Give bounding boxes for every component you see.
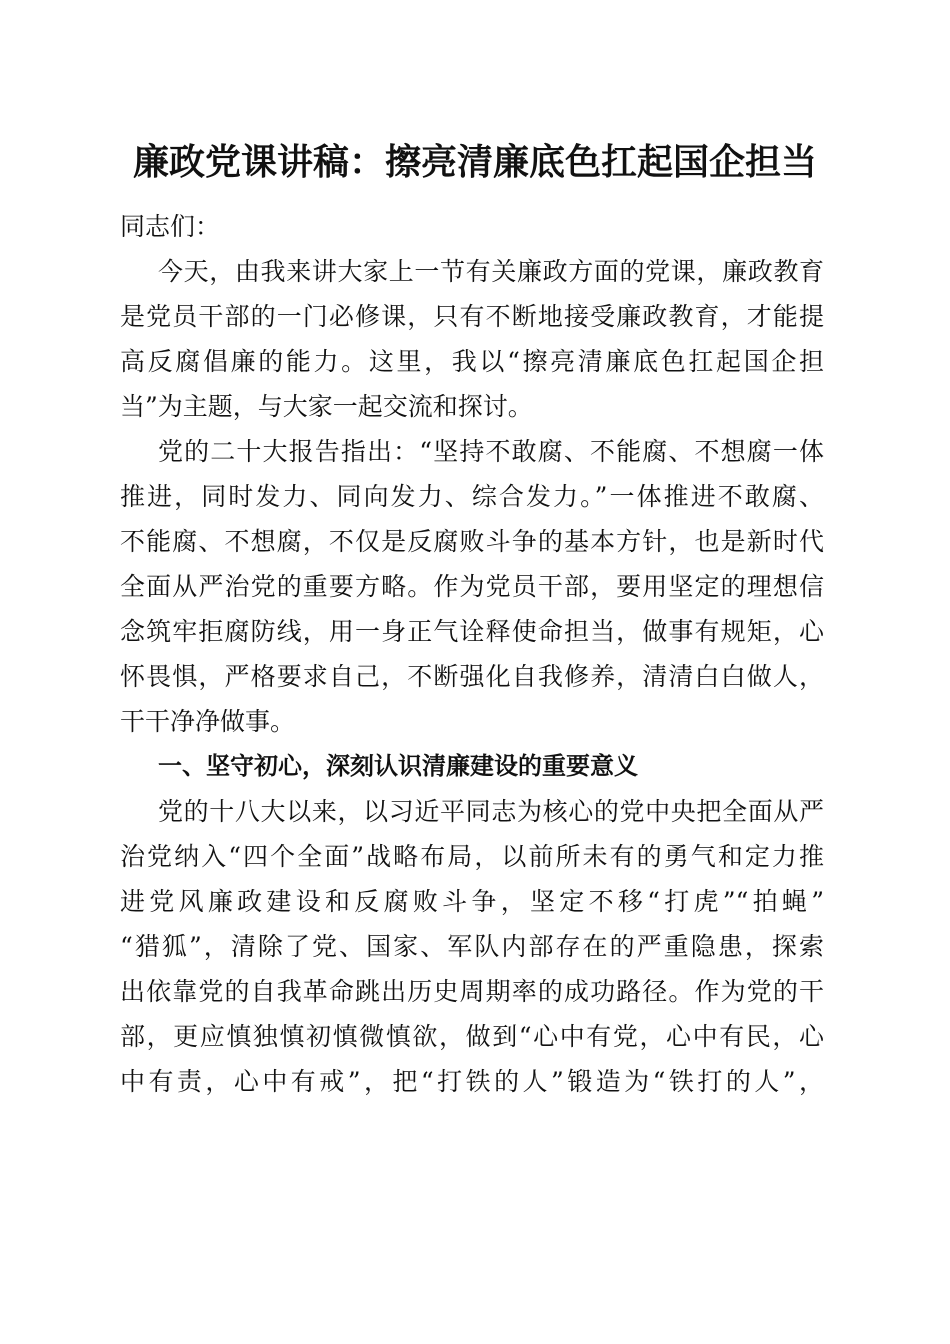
paragraph-line: 党的十八大以来，以习近平同志为核心的党中央把全面从严 [158,797,824,826]
paragraph-section-one [120,789,824,1104]
paragraph-line: 推进，同时发力、同向发力、综合发力。”一体推进不敢腐、 [120,482,824,511]
paragraph-line: 是党员干部的一门必修课，只有不断地接受廉政教育，才能提 [120,302,824,331]
paragraph-line: 部，更应慎独慎初慎微慎欲，做到“心中有党，心中有民，心 [120,1022,824,1051]
paragraph-line: 中有责，心中有戒”，把“打铁的人”锻造为“铁打的人”， [120,1067,824,1096]
paragraph-line: 进党风廉政建设和反腐败斗争，坚定不移“打虎”“拍蝇” [120,887,824,916]
paragraph-line: 干干净净做事。 [120,707,296,736]
salutation: 同志们： [120,212,221,241]
paragraph-line: 不能腐、不想腐，不仅是反腐败斗争的基本方针，也是新时代 [120,527,824,556]
paragraph-line: 当”为主题，与大家一起交流和探讨。 [120,392,533,421]
section-heading: 一、坚守初心，深刻认识清廉建设的重要意义 [158,752,638,780]
document-body [120,204,824,1104]
paragraph-line: 治党纳入“四个全面”战略布局，以前所未有的勇气和定力推 [120,842,824,871]
document-title: 廉政党课讲稿：擦亮清廉底色扛起国企担当 [132,141,817,183]
paragraph-line: 出依靠党的自我革命跳出历史周期率的成功路径。作为党的干 [120,977,824,1006]
paragraph-line: 怀畏惧，严格要求自己，不断强化自我修养，清清白白做人， [120,662,824,691]
paragraph-line: 全面从严治党的重要方略。作为党员干部，要用坚定的理想信 [120,572,824,601]
paragraph-intro [120,249,824,429]
paragraph-report-quote [120,429,824,744]
paragraph-line: 高反腐倡廉的能力。这里，我以“擦亮清廉底色扛起国企担 [120,347,824,376]
paragraph-line: 党的二十大报告指出：“坚持不敢腐、不能腐、不想腐一体 [158,437,824,466]
paragraph-line: 念筑牢拒腐防线，用一身正气诠释使命担当，做事有规矩，心 [120,617,824,646]
paragraph-line: 今天，由我来讲大家上一节有关廉政方面的党课，廉政教育 [158,257,824,286]
paragraph-line: “猎狐”，清除了党、国家、军队内部存在的严重隐患，探索 [120,932,824,961]
